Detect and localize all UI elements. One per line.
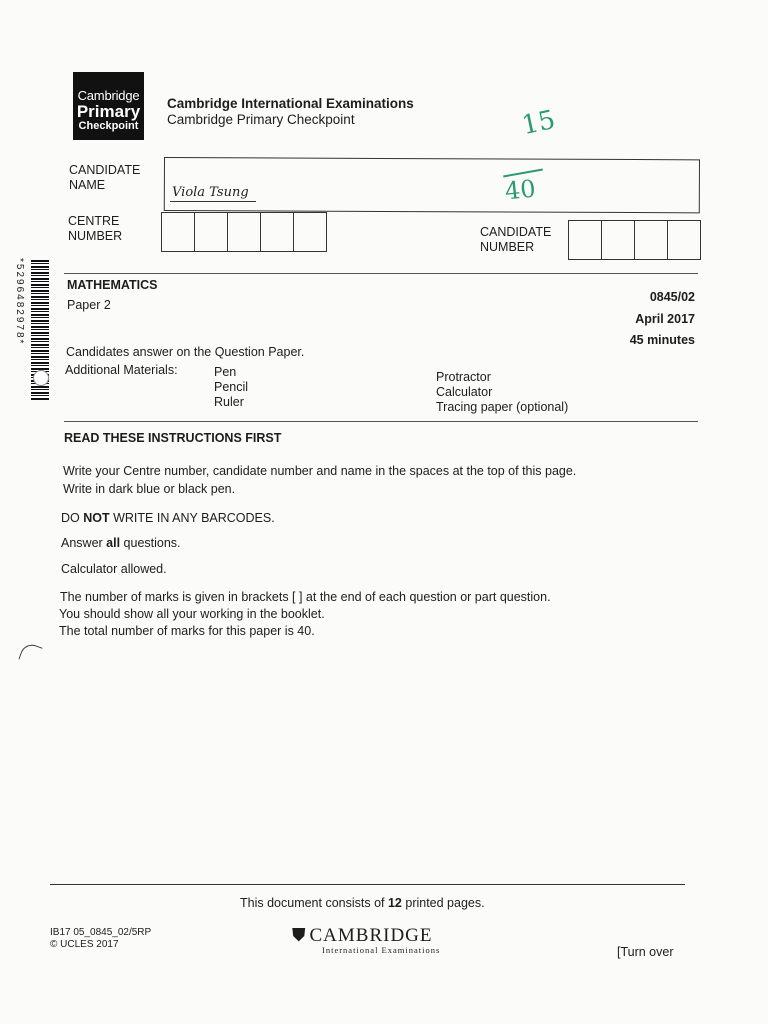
instruction-marks: The number of marks is given in brackets [ ] at the end of each question or part question. bbox=[60, 590, 551, 604]
answer-on-instruction: Candidates answer on the Question Paper. bbox=[66, 345, 305, 359]
centre-number-boxes[interactable] bbox=[161, 212, 327, 252]
materials-column-2: Protractor Calculator Tracing paper (optional) bbox=[436, 370, 569, 414]
score-total: 40 bbox=[503, 174, 537, 206]
footer-divider bbox=[50, 884, 685, 885]
divider-middle bbox=[64, 421, 698, 422]
barcode-hole bbox=[33, 370, 49, 386]
programme-name: Cambridge Primary Checkpoint bbox=[167, 112, 355, 127]
logo-line-2: Primary bbox=[76, 102, 141, 121]
instruction-answer-all: Answer all questions. bbox=[61, 536, 181, 550]
page-count: This document consists of 12 printed pages. bbox=[240, 896, 485, 910]
name-underline bbox=[170, 201, 256, 202]
cambridge-footer-logo bbox=[292, 925, 440, 955]
paper-session: April 2017 bbox=[635, 312, 695, 326]
instruction-barcodes: DO NOT WRITE IN ANY BARCODES. bbox=[61, 511, 275, 525]
candidate-number-label: CANDIDATE NUMBER bbox=[480, 225, 552, 254]
instruction-working: You should show all your working in the booklet. bbox=[59, 607, 325, 621]
barcode-text: *5296482978* bbox=[14, 258, 25, 346]
subject-title: MATHEMATICS bbox=[67, 278, 158, 292]
instructions-heading: READ THESE INSTRUCTIONS FIRST bbox=[64, 431, 282, 445]
cambridge-crest-icon: ⛊ bbox=[292, 925, 306, 945]
cambridge-wordmark: CAMBRIDGE bbox=[309, 925, 433, 946]
materials-column-1: Pen Pencil Ruler bbox=[214, 365, 249, 409]
org-name: Cambridge International Examinations bbox=[167, 96, 414, 111]
centre-number-label: CENTRE NUMBER bbox=[68, 214, 123, 243]
logo-line-3: Checkpoint bbox=[78, 120, 139, 132]
materials-label: Additional Materials: bbox=[65, 363, 178, 377]
paper-number: Paper 2 bbox=[67, 298, 111, 312]
instruction-centre-number: Write your Centre number, candidate number and name in the spaces at the top of this page. bbox=[63, 464, 577, 478]
instruction-pen: Write in dark blue or black pen. bbox=[63, 482, 236, 496]
candidate-name-label: CANDIDATE NAME bbox=[69, 163, 141, 192]
cambridge-sub-wordmark: International Examinations bbox=[322, 945, 441, 955]
instruction-calculator: Calculator allowed. bbox=[61, 562, 167, 576]
paper-code: 0845/02 bbox=[649, 290, 695, 304]
turn-over: [Turn over bbox=[617, 945, 674, 959]
candidate-name-value: Viola Tsung bbox=[172, 185, 249, 200]
score-mark: 15 bbox=[519, 104, 558, 142]
footer-reference: IB17 05_0845_02/5RP © UCLES 2017 bbox=[50, 927, 152, 950]
candidate-number-boxes[interactable] bbox=[568, 220, 701, 260]
cambridge-primary-checkpoint-logo bbox=[73, 72, 144, 140]
logo-line-1: Cambridge bbox=[77, 88, 140, 103]
paper-duration: 45 minutes bbox=[629, 333, 695, 347]
page-fold-mark bbox=[18, 641, 42, 665]
divider-top bbox=[64, 273, 698, 274]
instruction-total-marks: The total number of marks for this paper is 40. bbox=[59, 624, 315, 638]
